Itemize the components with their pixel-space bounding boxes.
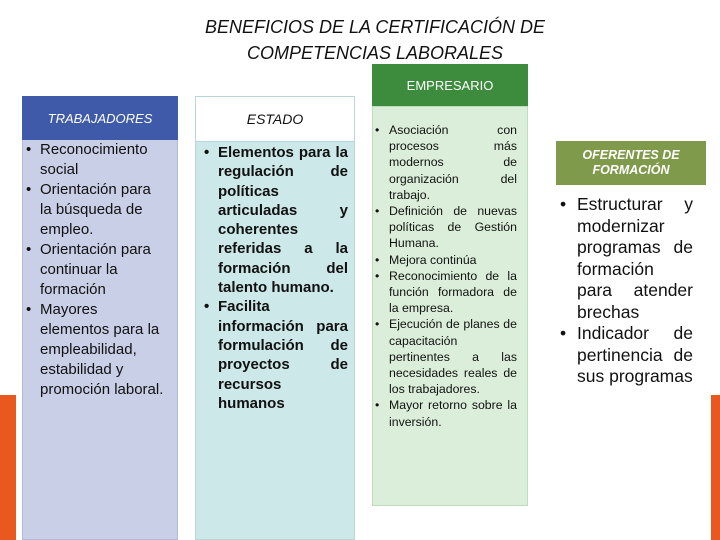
list-item: • Mejora continúa (389, 252, 517, 268)
list-item: • Facilita información para formulación de proyectos de recursos humanos (218, 297, 348, 413)
list-item: • Indicador de pertinencia de sus programas (577, 323, 693, 388)
estado-list (218, 143, 348, 413)
list-item: • Definición de nuevas políticas de Gestión Humana. (389, 203, 517, 252)
list-item: • Orientación para continuar la formación (40, 240, 166, 300)
list-item: • Mayores elementos para la empleabilidad, estabilidad y promoción laboral. (40, 300, 166, 400)
estado-header: ESTADO (195, 96, 355, 142)
trabajadores-list (40, 140, 166, 400)
list-item: • Orientación para la búsqueda de empleo. (40, 180, 166, 240)
list-item: • Elementos para la regulación de políticas articuladas y coherentes referidas a la formación del talento humano. (218, 143, 348, 297)
list-item: • Reconocimiento de la función formadora de la empresa. (389, 268, 517, 317)
empresario-header: EMPRESARIO (372, 64, 528, 106)
list-item: • Reconocimiento social (40, 140, 166, 180)
list-item: • Asociación con procesos más modernos de organización del trabajo. (389, 122, 517, 203)
list-item: • Mayor retorno sobre la inversión. (389, 397, 517, 429)
oferentes-header: OFERENTES DE FORMACIÓN (556, 141, 706, 185)
trabajadores-header: TRABAJADORES (22, 96, 178, 140)
empresario-list (389, 122, 517, 430)
list-item: • Estructurar y modernizar programas de formación para atender brechas (577, 194, 693, 323)
page-title: BENEFICIOS DE LA CERTIFICACIÓN DE COMPETENCIAS LABORALES (204, 17, 546, 63)
oferentes-list (577, 194, 693, 388)
decorative-accent-bar-left (0, 395, 16, 540)
list-item: • Ejecución de planes de capacitación pertinentes a las necesidades reales de los trabajadores. (389, 316, 517, 397)
